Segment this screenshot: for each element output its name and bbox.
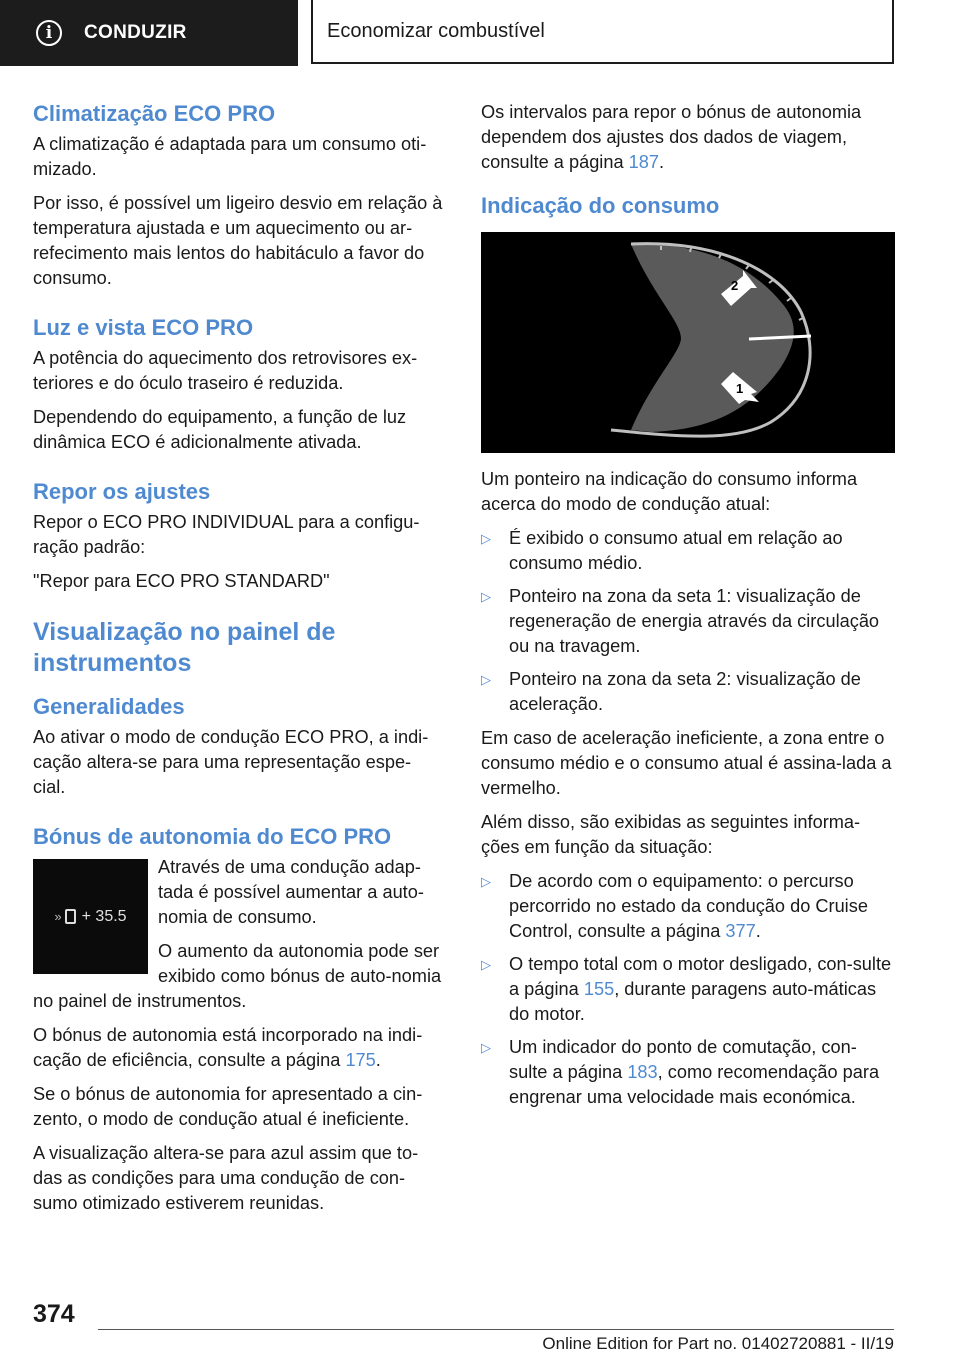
list-item: ▷ É exibido o consumo atual em relação ao consumo médio. <box>481 528 843 573</box>
range-bonus-image <box>33 859 148 974</box>
triangle-bullet-icon: ▷ <box>481 531 491 546</box>
heading-generalidades: Generalidades <box>33 694 185 719</box>
fuel-pump-icon <box>65 909 76 924</box>
paragraph: A visualização altera-se para azul assim que to-das as condições para uma condução de con-sumo otimizado estiverem reunidas. <box>33 1143 419 1213</box>
list-item: ▷ De acordo com o equipamento: o percurso percorrido no estado da condução do Cruise Control, consulte a página 377. <box>481 871 868 941</box>
page-link[interactable]: 183 <box>627 1062 658 1082</box>
paragraph: Os intervalos para repor o bónus de autonomia dependem dos ajustes dos dados de viagem, consulte a página 187. <box>481 102 862 172</box>
right-column <box>481 100 895 1119</box>
arrow-1-label: 1 <box>736 381 744 396</box>
list-item: ▷ Um indicador do ponto de comutação, con-sulte a página 183, como recomendação para engrenar uma velocidade mais económica. <box>481 1037 880 1107</box>
footer-divider <box>98 1329 894 1330</box>
chapter-title: Economizar combustível <box>327 19 545 42</box>
paragraph: Através de uma condução adap-tada é possível aumentar a auto-nomia de consumo. <box>158 857 424 927</box>
section-label: CONDUZIR <box>84 22 187 43</box>
paragraph: Ao ativar o modo de condução ECO PRO, a indi-cação altera-se para uma representação espe-cial. <box>33 727 429 797</box>
page-number: 374 <box>33 1300 75 1328</box>
triangle-bullet-icon: ▷ <box>481 672 491 687</box>
paragraph: Dependendo do equipamento, a função de luz dinâmica ECO é adicionalmente ativada. <box>33 407 407 452</box>
edition-text: Online Edition for Part no. 01402720881 - II/19 <box>542 1334 894 1353</box>
page-link[interactable]: 377 <box>725 921 756 941</box>
heading-climatizacao: Climatização ECO PRO <box>33 101 276 126</box>
left-column <box>33 100 443 1225</box>
range-bonus-value: + 35.5 <box>81 908 127 925</box>
paragraph: Em caso de aceleração ineficiente, a zona entre o consumo médio e o consumo atual é assina-lada a vermelho. <box>481 728 892 798</box>
paragraph: Se o bónus de autonomia for apresentado a cin-zento, o modo de condução atual é ineficiente. <box>33 1084 423 1129</box>
triangle-bullet-icon: ▷ <box>481 1040 491 1055</box>
page-link[interactable]: 175 <box>345 1050 376 1070</box>
triangle-bullet-icon: ▷ <box>481 589 491 604</box>
heading-bonus: Bónus de autonomia do ECO PRO <box>33 824 392 849</box>
bullet-list <box>481 526 895 717</box>
info-icon: i <box>36 20 62 46</box>
arrow-2-label: 2 <box>731 278 739 293</box>
bullet-list <box>481 869 895 1110</box>
list-item: ▷ Ponteiro na zona da seta 1: visualização de regeneração de energia através da circulação ou na travagem. <box>481 586 880 656</box>
chevron-right-icon: » <box>54 909 62 924</box>
heading-indicacao: Indicação do consumo <box>481 193 720 218</box>
consumption-gauge-image <box>481 232 895 453</box>
triangle-bullet-icon: ▷ <box>481 874 491 889</box>
paragraph: "Repor para ECO PRO STANDARD" <box>33 571 330 591</box>
heading-repor: Repor os ajustes <box>33 479 211 504</box>
heading-luz: Luz e vista ECO PRO <box>33 315 254 340</box>
paragraph: A climatização é adaptada para um consumo oti-mizado. <box>33 134 427 179</box>
paragraph: Um ponteiro na indicação do consumo informa acerca do modo de condução atual: <box>481 469 858 514</box>
heading-visualizacao: Visualização no painel de instrumentos <box>33 618 336 677</box>
section-tab[interactable] <box>0 0 298 66</box>
paragraph: O bónus de autonomia está incorporado na indi-cação de eficiência, consulte a página 175. <box>33 1025 423 1070</box>
paragraph: Por isso, é possível um ligeiro desvio em relação à temperatura ajustada e um aquecimento ou ar-refecimento mais lentos do habitáculo a favor do consumo. <box>33 193 443 288</box>
page-header <box>0 0 960 66</box>
list-item: ▷ Ponteiro na zona da seta 2: visualização de aceleração. <box>481 669 861 714</box>
list-item: ▷ O tempo total com o motor desligado, con-sulte a página 155, durante paragens auto-máticas do motor. <box>481 954 892 1024</box>
paragraph: O aumento da autonomia pode ser exibido como bónus de auto-nomia no painel de instrumentos. <box>33 941 442 1011</box>
chapter-title-box <box>311 0 894 64</box>
page-link[interactable]: 187 <box>628 152 659 172</box>
triangle-bullet-icon: ▷ <box>481 957 491 972</box>
paragraph: Além disso, são exibidas as seguintes informa-ções em função da situação: <box>481 812 861 857</box>
paragraph: A potência do aquecimento dos retrovisores ex-teriores e do óculo traseiro é reduzida. <box>33 348 418 393</box>
paragraph: Repor o ECO PRO INDIVIDUAL para a configu-ração padrão: <box>33 512 420 557</box>
page-link[interactable]: 155 <box>583 979 615 999</box>
gauge-illustration <box>481 232 895 453</box>
